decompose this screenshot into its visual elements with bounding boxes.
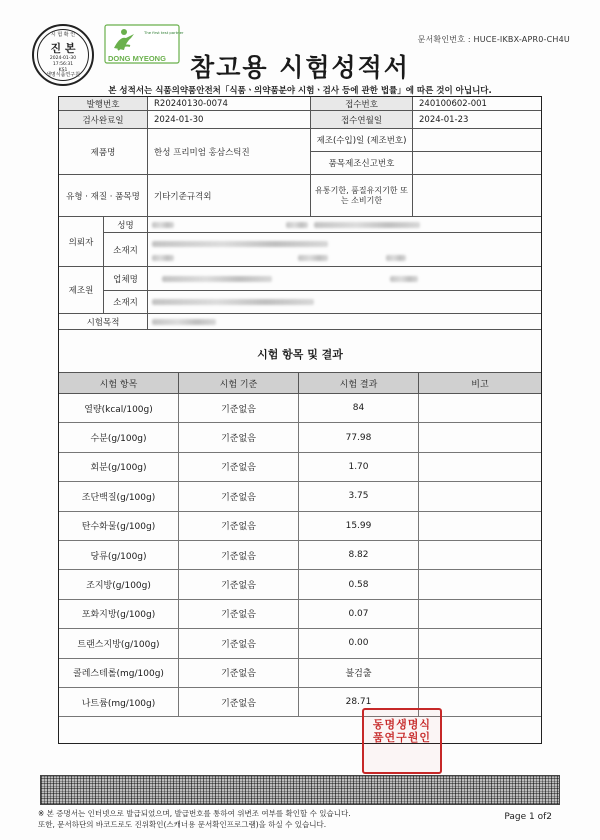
results-header-result: 시험 결과 — [299, 372, 419, 394]
result-note — [419, 512, 541, 541]
product-value: 한성 프리미엄 홍삼스틱진 — [148, 129, 311, 175]
official-red-stamp — [362, 708, 442, 774]
result-item: 포화지방(g/100g) — [59, 600, 179, 629]
result-note — [419, 659, 541, 688]
receipt-date-label: 접수연월일 — [311, 111, 413, 129]
result-standard: 기준없음 — [179, 394, 299, 423]
result-value: 15.99 — [299, 512, 419, 541]
result-value: 8.82 — [299, 541, 419, 570]
result-standard: 기준없음 — [179, 570, 299, 599]
seal-bottom-text: 생명식품연구원 — [46, 72, 80, 78]
result-item: 수분(g/100g) — [59, 423, 179, 452]
result-value: 77.98 — [299, 423, 419, 452]
maker-addr-value — [148, 291, 541, 314]
result-standard: 기준없음 — [179, 541, 299, 570]
result-standard: 기준없음 — [179, 482, 299, 511]
redacted-field — [286, 222, 308, 228]
mfg-date-label: 제조(수입)일 (제조번호) — [311, 129, 413, 152]
result-item: 나트륨(mg/100g) — [59, 688, 179, 717]
footer-note-2: 또한, 문서하단의 바코드로도 진위확인(스캐너용 문서확인프로그램)을 하실 수 있습니다. — [38, 820, 327, 829]
result-value: 1.70 — [299, 453, 419, 482]
result-item: 조지방(g/100g) — [59, 570, 179, 599]
page-title: 참고용 시험성적서 — [190, 53, 410, 82]
results-header-standard: 시험 기준 — [179, 372, 299, 394]
result-item: 콜레스테롤(mg/100g) — [59, 659, 179, 688]
purpose-value — [148, 314, 541, 330]
result-note — [419, 570, 541, 599]
exam-done-label: 검사완료일 — [59, 111, 148, 129]
redacted-purpose — [152, 319, 216, 325]
report-no-label: 품목제조신고번호 — [311, 152, 413, 175]
exam-done-value: 2024-01-30 — [148, 111, 311, 129]
result-value: 28.71 — [299, 688, 419, 717]
issue-no-value: R20240130-0074 — [148, 97, 311, 111]
maker-company-value — [148, 267, 541, 291]
result-item: 조단백질(g/100g) — [59, 482, 179, 511]
result-note — [419, 453, 541, 482]
client-addr-value — [148, 233, 541, 267]
expiry-label: 유통기한, 품질유지기한 또는 소비기한 — [311, 175, 413, 217]
type-label: 유형 · 재질 · 품목명 — [59, 175, 148, 217]
seal-code: KS1 — [58, 68, 68, 73]
redacted-field — [314, 222, 420, 228]
client-name-value — [148, 217, 541, 233]
result-standard: 기준없음 — [179, 453, 299, 482]
result-standard: 기준없음 — [179, 600, 299, 629]
client-addr-label: 소재지 — [104, 233, 148, 267]
result-item: 탄수화물(g/100g) — [59, 512, 179, 541]
redacted-field — [390, 276, 418, 282]
result-standard: 기준없음 — [179, 512, 299, 541]
result-note — [419, 482, 541, 511]
seal-main-text: 진 본 — [50, 42, 76, 55]
redacted-field — [152, 255, 174, 261]
result-value: 0.58 — [299, 570, 419, 599]
results-section-title: 시험 항목 및 결과 — [257, 348, 343, 361]
issue-no-label: 발행번호 — [59, 97, 148, 111]
maker-addr-label: 소재지 — [104, 291, 148, 314]
redacted-address — [152, 241, 328, 247]
product-label: 제품명 — [59, 129, 148, 175]
result-item: 회분(g/100g) — [59, 453, 179, 482]
mfg-date-value — [413, 129, 541, 152]
footer-note-1: ※ 본 증명서는 인터넷으로 발급되었으며, 발급번호를 통하여 위변조 여부를 확인할 수 있습니다. — [38, 809, 351, 818]
type-value: 기타기준규격외 — [148, 175, 311, 217]
logo-name: DONG MYEONG — [108, 54, 166, 63]
expiry-value — [413, 175, 541, 217]
result-item: 당류(g/100g) — [59, 541, 179, 570]
result-standard: 기준없음 — [179, 629, 299, 658]
result-value: 3.75 — [299, 482, 419, 511]
result-note — [419, 600, 541, 629]
purpose-label: 시험목적 — [59, 314, 148, 330]
results-header-item: 시험 항목 — [59, 372, 179, 394]
document-verification-number: 문서확인번호 : HUCE-IKBX-APR0-CH4U — [417, 35, 570, 44]
legal-notice: 본 성적서는 식품의약품안전처「식품ㆍ의약품분야 시험ㆍ검사 등에 관한 법률」에 따른 것이 아닙니다. — [108, 86, 492, 96]
logo-tagline: The first test partner — [144, 30, 184, 35]
result-note — [419, 423, 541, 452]
redacted-field — [386, 255, 406, 261]
result-value: 0.00 — [299, 629, 419, 658]
seal-top-text: 시 험 확 인 — [50, 32, 76, 38]
redacted-company — [162, 276, 272, 282]
redacted-name — [152, 222, 174, 228]
redacted-address — [152, 299, 314, 305]
receipt-no-value: 240100602-001 — [413, 97, 541, 111]
report-no-value — [413, 152, 541, 175]
results-header-note: 비고 — [419, 372, 541, 394]
redacted-field — [298, 255, 328, 261]
result-standard: 기준없음 — [179, 659, 299, 688]
result-note — [419, 629, 541, 658]
client-name-label: 성명 — [104, 217, 148, 233]
result-value: 84 — [299, 394, 419, 423]
verification-barcode — [40, 775, 560, 805]
maker-company-label: 업체명 — [104, 267, 148, 291]
stamp-text: 동명생명식품연구원인 — [372, 718, 432, 744]
receipt-no-label: 접수번호 — [311, 97, 413, 111]
seal-date: 2024-01-30 — [49, 56, 77, 61]
client-label: 의뢰자 — [59, 217, 104, 267]
result-value: 0.07 — [299, 600, 419, 629]
seal-time: 17:56:31 — [52, 62, 74, 67]
maker-label: 제조원 — [59, 267, 104, 314]
result-note — [419, 541, 541, 570]
receipt-date-value: 2024-01-23 — [413, 111, 541, 129]
result-item: 열량(kcal/100g) — [59, 394, 179, 423]
page-number: Page 1 of2 — [504, 812, 552, 822]
result-standard: 기준없음 — [179, 688, 299, 717]
result-value: 불검출 — [299, 659, 419, 688]
result-standard: 기준없음 — [179, 423, 299, 452]
result-note — [419, 394, 541, 423]
result-item: 트랜스지방(g/100g) — [59, 629, 179, 658]
